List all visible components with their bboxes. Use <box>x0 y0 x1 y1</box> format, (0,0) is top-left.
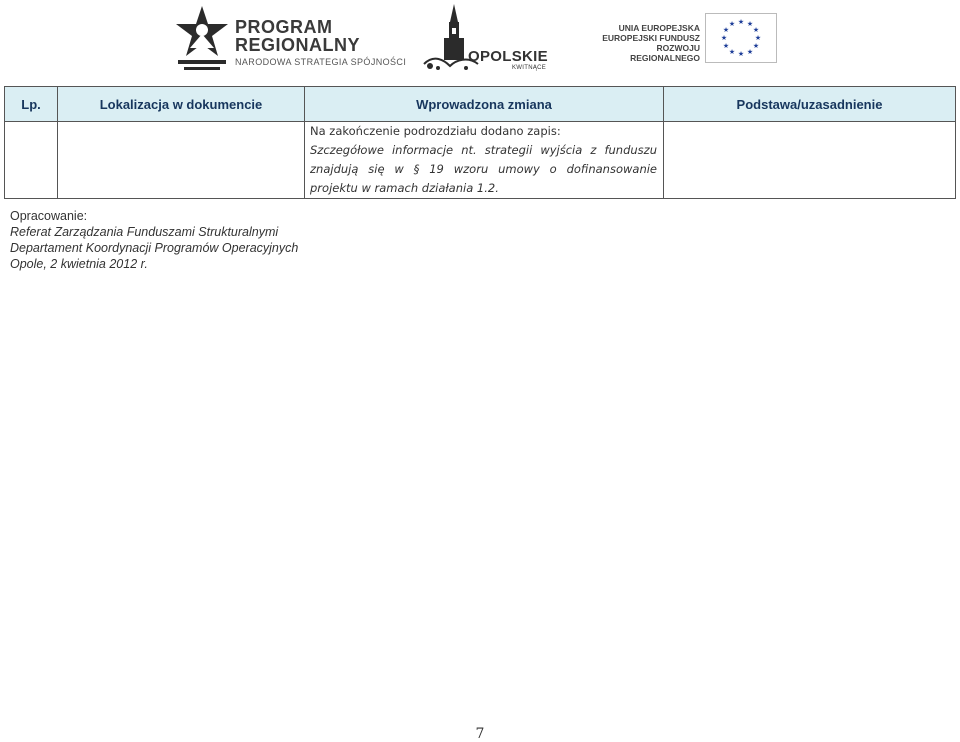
svg-text:★: ★ <box>728 20 736 28</box>
header-location: Lokalizacja w dokumencie <box>58 87 305 122</box>
cell-lp <box>5 122 58 199</box>
svg-text:★: ★ <box>746 20 754 28</box>
eu-line2: EUROPEJSKI FUNDUSZ <box>602 33 700 43</box>
svg-text:★: ★ <box>752 42 760 50</box>
svg-text:★: ★ <box>722 26 730 34</box>
svg-text:★: ★ <box>752 26 760 34</box>
changes-table <box>4 86 956 199</box>
eu-stars-icon <box>706 14 776 62</box>
program-title-line2: REGIONALNY <box>235 35 361 55</box>
prepared-by-label: Opracowanie: <box>10 209 88 223</box>
cell-change <box>305 122 664 199</box>
header-logos <box>0 0 960 80</box>
header-change: Wprowadzona zmiana <box>305 87 664 122</box>
header-basis: Podstawa/uzasadnienie <box>664 87 956 122</box>
eu-line1: UNIA EUROPEJSKA <box>618 23 700 33</box>
cell-basis <box>664 122 956 199</box>
prepared-by-note <box>10 208 298 272</box>
change-body: Szczegółowe informacje nt. strategii wyjścia z funduszu znajdują się w § 19 wzoru umowy o dofinansowanie projektu w ramach działania 1.2. <box>310 143 657 195</box>
prepared-by-line2: Departament Koordynacji Programów Operacyjnych <box>10 241 299 255</box>
program-regionalny-title <box>235 18 360 54</box>
change-intro: Na zakończenie podrozdziału dodano zapis: <box>310 124 561 138</box>
svg-text:★: ★ <box>754 34 762 42</box>
star-figure-icon <box>172 4 232 74</box>
table-header-row <box>5 87 956 122</box>
prepared-by-line1: Referat Zarządzania Funduszami Strukturalnymi <box>10 225 279 239</box>
page-number: 7 <box>475 726 485 742</box>
program-title-line1: PROGRAM <box>235 17 333 37</box>
opolskie-name: OPOLSKIE <box>468 48 548 65</box>
header-lp: Lp. <box>5 87 58 122</box>
svg-text:★: ★ <box>728 48 736 56</box>
svg-text:★: ★ <box>722 42 730 50</box>
table-row <box>5 122 956 199</box>
svg-text:★: ★ <box>737 18 745 26</box>
eu-line3: ROZWOJU REGIONALNEGO <box>630 43 700 63</box>
cell-location <box>58 122 305 199</box>
eu-logo-text <box>588 23 700 63</box>
eu-flag <box>705 13 777 63</box>
opolskie-tagline: KWITNĄCE <box>512 65 547 71</box>
svg-text:★: ★ <box>737 50 745 58</box>
program-subtitle: NARODOWA STRATEGIA SPÓJNOŚCI <box>235 57 407 67</box>
svg-text:★: ★ <box>746 48 754 56</box>
prepared-by-line3: Opole, 2 kwietnia 2012 r. <box>10 257 148 271</box>
opolskie-logo <box>420 2 550 74</box>
program-regionalny-logo <box>172 4 407 74</box>
svg-text:★: ★ <box>720 34 728 42</box>
